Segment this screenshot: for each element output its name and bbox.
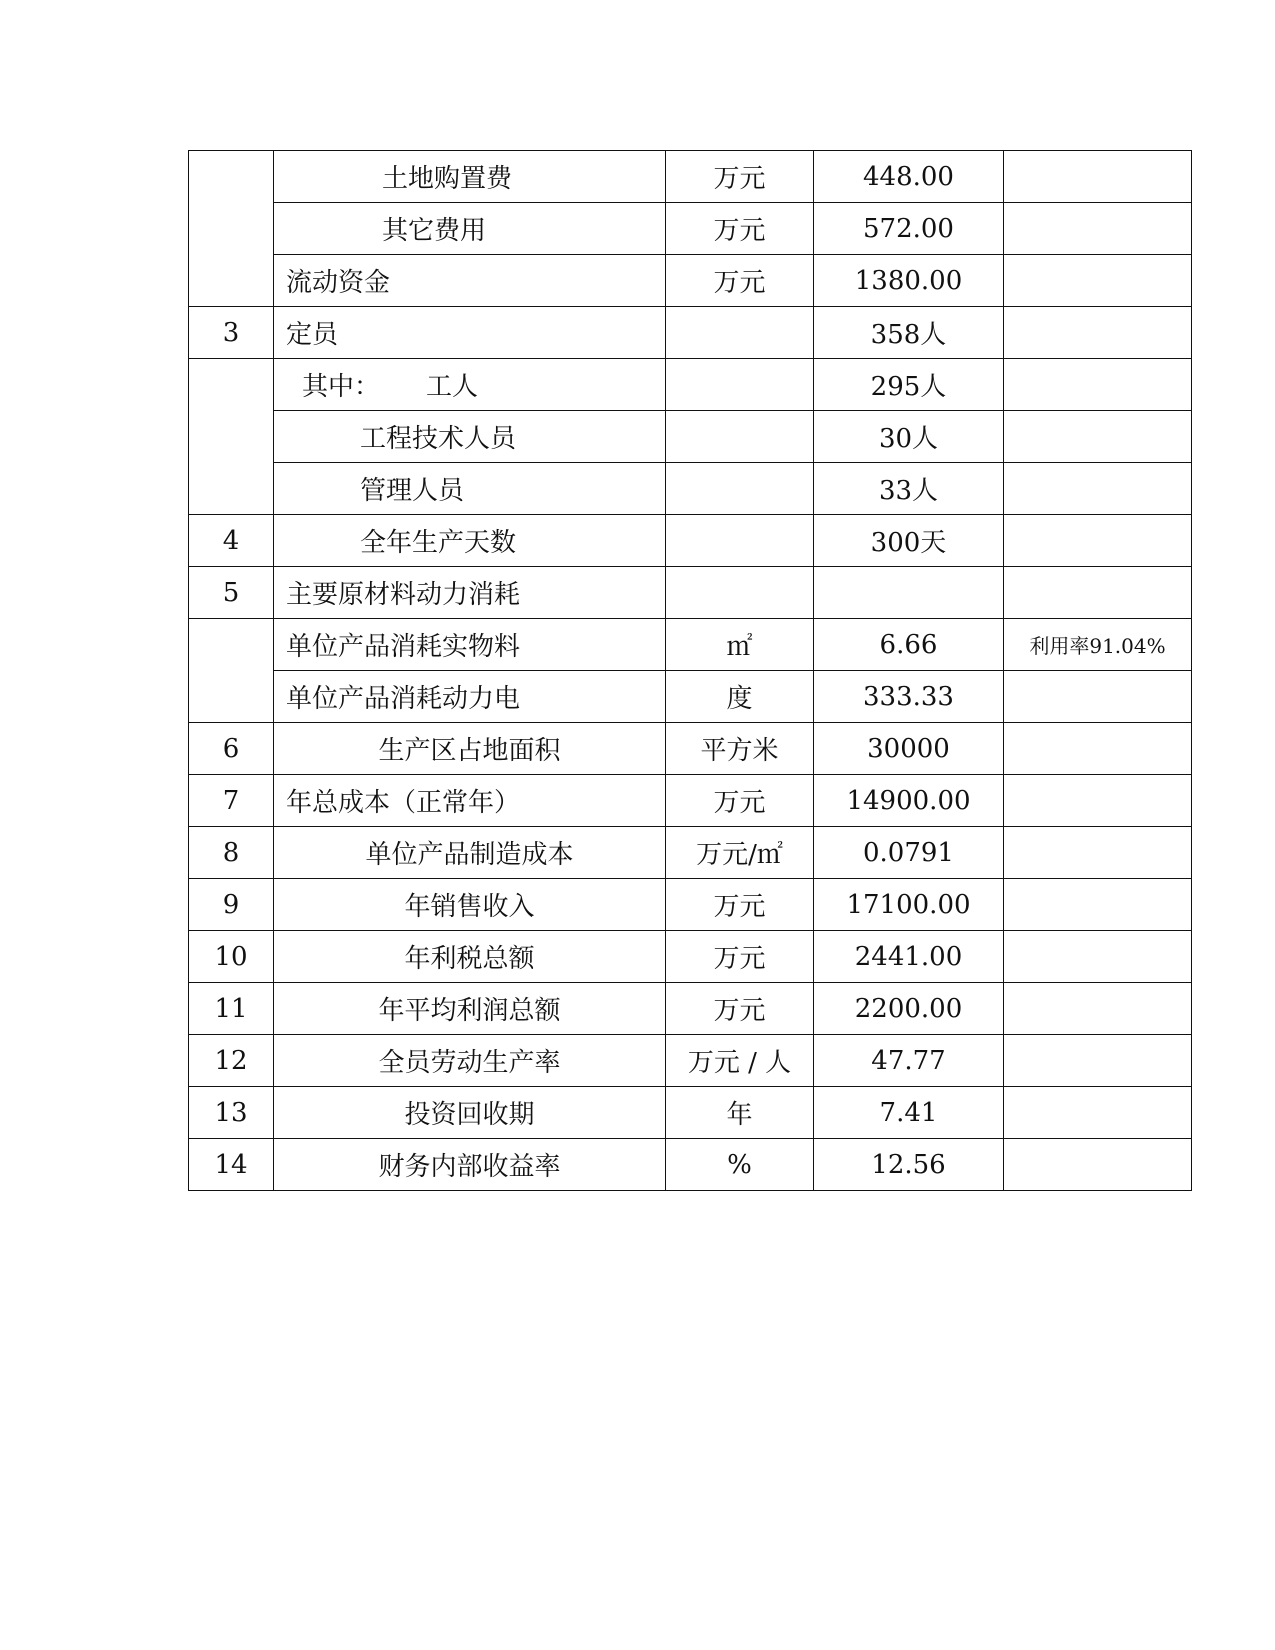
item-cell: 年平均利润总额 xyxy=(274,983,666,1035)
table-row xyxy=(189,983,1192,1035)
item-cell: 投资回收期 xyxy=(274,1087,666,1139)
unit-cell xyxy=(666,307,814,359)
item-cell: 年利税总额 xyxy=(274,931,666,983)
row-number-cell: 12 xyxy=(189,1035,274,1087)
value-cell: 47.77 xyxy=(814,1035,1004,1087)
row-number-cell: 10 xyxy=(189,931,274,983)
note-cell xyxy=(1004,359,1192,411)
item-cell: 生产区占地面积 xyxy=(274,723,666,775)
unit-cell xyxy=(666,567,814,619)
unit-cell: 万元 xyxy=(666,983,814,1035)
row-number-cell: 13 xyxy=(189,1087,274,1139)
table-row xyxy=(189,671,1192,723)
item-cell: 财务内部收益率 xyxy=(274,1139,666,1191)
value-cell xyxy=(814,567,1004,619)
table-row xyxy=(189,203,1192,255)
value-cell: 6.66 xyxy=(814,619,1004,671)
unit-cell xyxy=(666,463,814,515)
unit-cell: 万元 xyxy=(666,879,814,931)
unit-cell: % xyxy=(666,1139,814,1191)
value-cell: 1380.00 xyxy=(814,255,1004,307)
item-cell: 定员 xyxy=(274,307,666,359)
row-number-cell: 5 xyxy=(189,567,274,619)
item-cell: 工程技术人员 xyxy=(274,411,666,463)
note-cell xyxy=(1004,671,1192,723)
unit-cell: 万元 xyxy=(666,203,814,255)
row-number-cell: 7 xyxy=(189,775,274,827)
table-row xyxy=(189,463,1192,515)
value-cell: 33人 xyxy=(814,463,1004,515)
item-cell: 全员劳动生产率 xyxy=(274,1035,666,1087)
table-row xyxy=(189,827,1192,879)
table-row xyxy=(189,307,1192,359)
item-cell: 单位产品消耗动力电 xyxy=(274,671,666,723)
table-row xyxy=(189,879,1192,931)
note-cell xyxy=(1004,515,1192,567)
item-prefix: 其中： xyxy=(302,372,381,402)
unit-cell: 万元 xyxy=(666,255,814,307)
value-cell: 12.56 xyxy=(814,1139,1004,1191)
table-row xyxy=(189,359,1192,411)
unit-cell: 万元/㎡ xyxy=(666,827,814,879)
item-cell: 单位产品消耗实物料 xyxy=(274,619,666,671)
value-cell: 17100.00 xyxy=(814,879,1004,931)
item-cell: 全年生产天数 xyxy=(274,515,666,567)
row-number-cell: 9 xyxy=(189,879,274,931)
item-cell xyxy=(274,359,666,411)
row-number-cell: 4 xyxy=(189,515,274,567)
note-cell xyxy=(1004,1087,1192,1139)
note-cell xyxy=(1004,203,1192,255)
item-cell: 土地购置费 xyxy=(274,151,666,203)
note-cell: 利用率91.04% xyxy=(1004,619,1192,671)
row-number-cell: 6 xyxy=(189,723,274,775)
row-number-cell xyxy=(189,359,274,515)
row-number-cell xyxy=(189,619,274,723)
note-cell xyxy=(1004,411,1192,463)
unit-cell: 平方米 xyxy=(666,723,814,775)
unit-cell xyxy=(666,411,814,463)
table-row xyxy=(189,151,1192,203)
row-number-cell xyxy=(189,151,274,307)
note-cell xyxy=(1004,723,1192,775)
value-cell: 448.00 xyxy=(814,151,1004,203)
row-number-cell: 11 xyxy=(189,983,274,1035)
unit-cell: 万元 xyxy=(666,931,814,983)
row-number-cell: 8 xyxy=(189,827,274,879)
table-row xyxy=(189,411,1192,463)
note-cell xyxy=(1004,151,1192,203)
item-cell: 年销售收入 xyxy=(274,879,666,931)
unit-cell: 万元 / 人 xyxy=(666,1035,814,1087)
table-row xyxy=(189,723,1192,775)
value-cell: 333.33 xyxy=(814,671,1004,723)
value-cell: 30000 xyxy=(814,723,1004,775)
note-cell xyxy=(1004,983,1192,1035)
table-row xyxy=(189,1087,1192,1139)
value-cell: 2200.00 xyxy=(814,983,1004,1035)
table-row xyxy=(189,255,1192,307)
unit-cell: 万元 xyxy=(666,151,814,203)
value-cell: 14900.00 xyxy=(814,775,1004,827)
item-label: 工人 xyxy=(426,372,479,402)
note-cell xyxy=(1004,255,1192,307)
note-cell xyxy=(1004,931,1192,983)
note-cell xyxy=(1004,567,1192,619)
table-row xyxy=(189,515,1192,567)
unit-cell: 年 xyxy=(666,1087,814,1139)
value-cell: 358人 xyxy=(814,307,1004,359)
row-number-cell: 14 xyxy=(189,1139,274,1191)
value-cell: 572.00 xyxy=(814,203,1004,255)
note-cell xyxy=(1004,879,1192,931)
note-cell xyxy=(1004,827,1192,879)
note-cell xyxy=(1004,775,1192,827)
row-number-cell: 3 xyxy=(189,307,274,359)
value-cell: 295人 xyxy=(814,359,1004,411)
item-cell: 其它费用 xyxy=(274,203,666,255)
item-cell: 单位产品制造成本 xyxy=(274,827,666,879)
unit-cell xyxy=(666,359,814,411)
item-cell: 管理人员 xyxy=(274,463,666,515)
note-cell xyxy=(1004,1139,1192,1191)
item-cell: 年总成本（正常年） xyxy=(274,775,666,827)
unit-cell: ㎡ xyxy=(666,619,814,671)
item-cell: 主要原材料动力消耗 xyxy=(274,567,666,619)
item-cell: 流动资金 xyxy=(274,255,666,307)
table-row xyxy=(189,775,1192,827)
note-cell xyxy=(1004,463,1192,515)
value-cell: 300天 xyxy=(814,515,1004,567)
value-cell: 0.0791 xyxy=(814,827,1004,879)
note-cell xyxy=(1004,1035,1192,1087)
unit-cell: 度 xyxy=(666,671,814,723)
value-cell: 30人 xyxy=(814,411,1004,463)
indicator-table xyxy=(188,150,1192,1191)
note-cell xyxy=(1004,307,1192,359)
value-cell: 7.41 xyxy=(814,1087,1004,1139)
unit-cell xyxy=(666,515,814,567)
table-row xyxy=(189,1035,1192,1087)
table-row xyxy=(189,567,1192,619)
unit-cell: 万元 xyxy=(666,775,814,827)
table-row xyxy=(189,1139,1192,1191)
value-cell: 2441.00 xyxy=(814,931,1004,983)
table-row xyxy=(189,931,1192,983)
table-row xyxy=(189,619,1192,671)
